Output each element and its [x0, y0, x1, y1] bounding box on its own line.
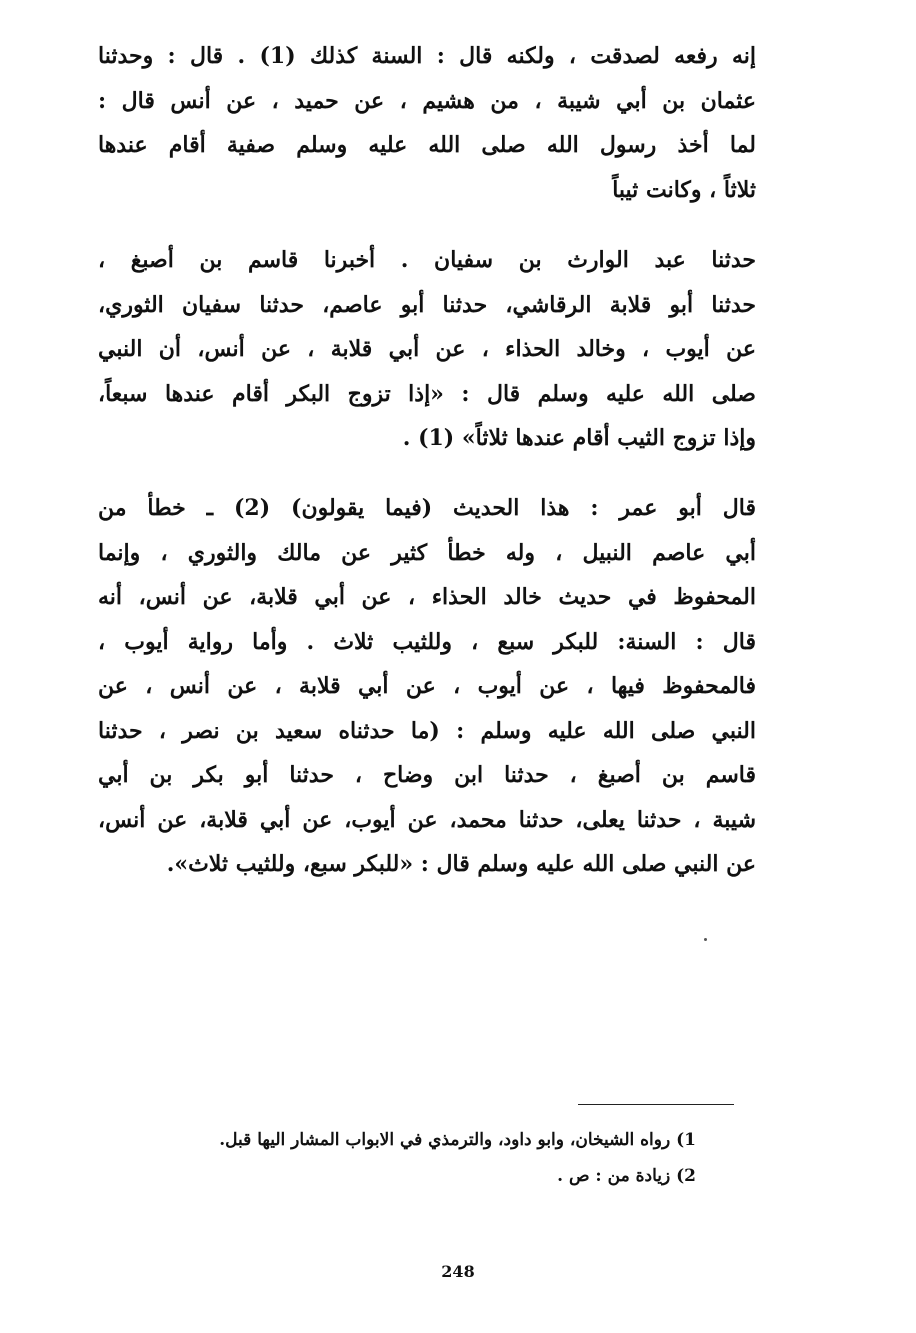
footnote-divider [578, 1104, 734, 1105]
text-line: لما أخذ رسول الله صلى الله عليه وسلم صفية أقام عندها [98, 132, 756, 158]
text-line: المحفوظ في حديث خالد الحذاء ، عن أبي قلابة، عن أنس، أنه [98, 584, 756, 610]
paragraph-3 [98, 486, 756, 887]
text-line: وإذا تزوج الثيب أقام عندها ثلاثاً» (1) . [402, 425, 756, 451]
paragraph-2 [98, 238, 756, 461]
text-line: أبي عاصم النبيل ، وله خطأ كثير عن مالك والثوري ، وإنما [98, 539, 756, 566]
text-line: عن النبي صلى الله عليه وسلم قال : «للبكر سبع، وللثيب ثلاث». [166, 851, 756, 877]
text-line: قال : السنة: للبكر سبع ، وللثيب ثلاث . وأما رواية أيوب ، [98, 628, 756, 655]
text-line: حدثنا عبد الوارث بن سفيان . أخبرنا قاسم بن أصبغ ، [98, 247, 756, 273]
text-line: صلى الله عليه وسلم قال : «إذا تزوج البكر أقام عندها سبعاً، [98, 380, 756, 407]
text-line: إنه رفعه لصدقت ، ولكنه قال : السنة كذلك (1) . قال : وحدثنا [98, 43, 756, 69]
page-number: 248 [441, 1262, 475, 1281]
text-line: قال أبو عمر : هذا الحديث (فيما يقولون) (2) ـ خطأ من [98, 495, 756, 521]
text-line: ثلاثاً ، وكانت ثيباً [612, 176, 756, 203]
text-line: عثمان بن أبي شيبة ، من هشيم ، عن حميد ، عن أنس قال : [98, 87, 756, 114]
footnote-1: 1) رواه الشيخان، وابو داود، والترمذي في الابواب المشار اليها قبل. [219, 1130, 696, 1150]
text-line: شيبة ، حدثنا يعلى، حدثنا محمد، عن أيوب، عن أبي قلابة، عن أنس، [98, 806, 756, 833]
print-speck [704, 938, 707, 941]
text-line: عن أيوب ، وخالد الحذاء ، عن أبي قلابة ، عن أنس، أن النبي [98, 336, 756, 362]
text-line: النبي صلى الله عليه وسلم : (ما حدثناه سعيد بن نصر ، حدثنا [98, 717, 756, 744]
text-line: قاسم بن أصبغ ، حدثنا ابن وضاح ، حدثنا أبو بكر بن أبي [98, 762, 756, 788]
footnotes [98, 1122, 696, 1194]
paragraph-1 [98, 34, 756, 212]
footnote-2: 2) زيادة من : ص . [557, 1166, 696, 1186]
text-line: حدثنا أبو قلابة الرقاشي، حدثنا أبو عاصم، حدثنا سفيان الثوري، [98, 291, 756, 318]
text-line: فالمحفوظ فيها ، عن أيوب ، عن أبي قلابة ، عن أنس ، عن [98, 673, 756, 699]
